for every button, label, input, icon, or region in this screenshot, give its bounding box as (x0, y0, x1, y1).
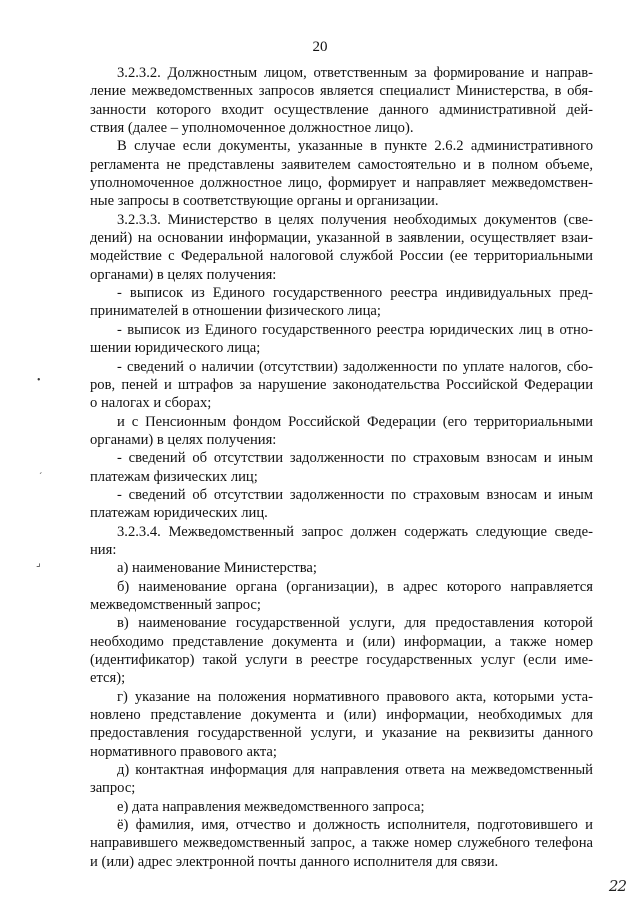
text-line: уполномоченное должностное лицо, формирует и направляет межведомствен- (90, 175, 593, 192)
text-line: органами) в целях получения: (90, 266, 277, 283)
text-line: шении юридического лица; (90, 340, 261, 357)
text-line: необходимо представление документа и (или) информации, а также номер (90, 633, 593, 650)
scan-mark: ⌟ (36, 558, 41, 569)
paragraph (90, 798, 593, 816)
text-line: о налогах и сборах; (90, 395, 212, 412)
text-line: платежам юридических лиц. (90, 505, 268, 522)
text-line: г) указание на положения нормативного правового акта, которыми уста- (117, 688, 593, 705)
paragraph (90, 486, 593, 523)
text-line: 3.2.3.4. Межведомственный запрос должен содержать следующие сведе- (117, 523, 593, 540)
text-line: 3.2.3.3. Министерство в целях получения необходимых документов (све- (117, 211, 593, 228)
text-line: нормативного правового акта; (90, 743, 277, 760)
text-line: д) контактная информация для направления ответа на межведомственный (117, 762, 593, 779)
text-line: органами) в целях получения: (90, 431, 277, 448)
text-line: регламента не представлены заявителем самостоятельно и в полном объеме, (90, 156, 593, 173)
text-line: ные запросы в соответствующие органы и организации. (90, 193, 439, 210)
text-line: направившего межведомственный запрос, а также номер служебного телефона (90, 835, 593, 852)
text-line: ствия (далее – уполномоченное должностное лицо). (90, 120, 414, 137)
text-line: и (или) адрес электронной почты данного исполнителя для связи. (90, 853, 499, 870)
paragraph (90, 559, 593, 577)
text-line: б) наименование органа (организации), в адрес которого направляется (117, 578, 593, 595)
text-line: модействие с Федеральной налоговой службой России (ее территориальными (90, 248, 593, 265)
text-line: межведомственный запрос; (90, 596, 261, 613)
text-line: ление межведомственных запросов является специалист Министерства, в обя- (90, 83, 593, 100)
paragraph (90, 64, 593, 137)
text-line: 3.2.3.2. Должностным лицом, ответственным за формирование и направ- (117, 65, 593, 81)
scan-mark: • (37, 375, 41, 386)
text-line: запрос; (90, 780, 136, 797)
text-line: ется); (90, 670, 126, 687)
paragraph (90, 211, 593, 284)
paragraph (90, 449, 593, 486)
text-line: и с Пенсионным фондом Российской Федерации (его территориальными (117, 413, 593, 430)
text-line: е) дата направления межведомственного запроса; (117, 798, 425, 815)
paragraph (90, 413, 593, 450)
scan-mark: ˊ (39, 472, 43, 483)
paragraph (90, 688, 593, 761)
text-line: дений) на основании информации, указанной в заявлении, осуществляет взаи- (90, 230, 593, 247)
paragraph (90, 614, 593, 687)
text-line: - сведений об отсутствии задолженности по страховым взносам и иным (117, 486, 593, 503)
text-line: ё) фамилия, имя, отчество и должность исполнителя, подготовившего и (117, 817, 593, 834)
text-line: в) наименование государственной услуги, для предоставления которой (117, 615, 593, 632)
text-line: В случае если документы, указанные в пункте 2.6.2 административного (117, 138, 593, 155)
text-line: принимателей в отношении физического лица; (90, 303, 381, 320)
text-line: - выписок из Единого государственного реестра индивидуальных пред- (117, 285, 593, 302)
text-line: новлено представление документа и (или) информации, необходимых для (90, 707, 593, 724)
paragraph (90, 578, 593, 615)
document-body (90, 64, 593, 871)
page-number: 20 (312, 39, 328, 55)
handwritten-page-mark: 22 (608, 877, 626, 895)
text-line: - сведений о наличии (отсутствии) задолженности по уплате налогов, сбо- (117, 358, 593, 375)
text-line: предоставления государственной услуги, и указание на реквизиты данного (90, 725, 593, 742)
text-line: ров, пеней и штрафов за нарушение законодательства Российской Федерации (90, 376, 593, 393)
text-line: платежам физических лиц; (90, 468, 258, 485)
text-line: - выписок из Единого государственного реестра юридических лиц в отно- (117, 321, 593, 338)
paragraph (90, 321, 593, 358)
text-line: (идентификатор) такой услуги в реестре государственных услуг (если име- (90, 652, 593, 668)
text-line: ния: (90, 541, 117, 558)
paragraph (90, 761, 593, 798)
text-line: а) наименование Министерства; (117, 560, 317, 577)
paragraph (90, 358, 593, 413)
paragraph (90, 284, 593, 321)
paragraph (90, 523, 593, 560)
text-line: занности которого входит осуществление данного административной дей- (90, 101, 593, 118)
paragraph (90, 137, 593, 210)
paragraph (90, 816, 593, 871)
text-line: - сведений об отсутствии задолженности по страховым взносам и иным (117, 450, 593, 467)
